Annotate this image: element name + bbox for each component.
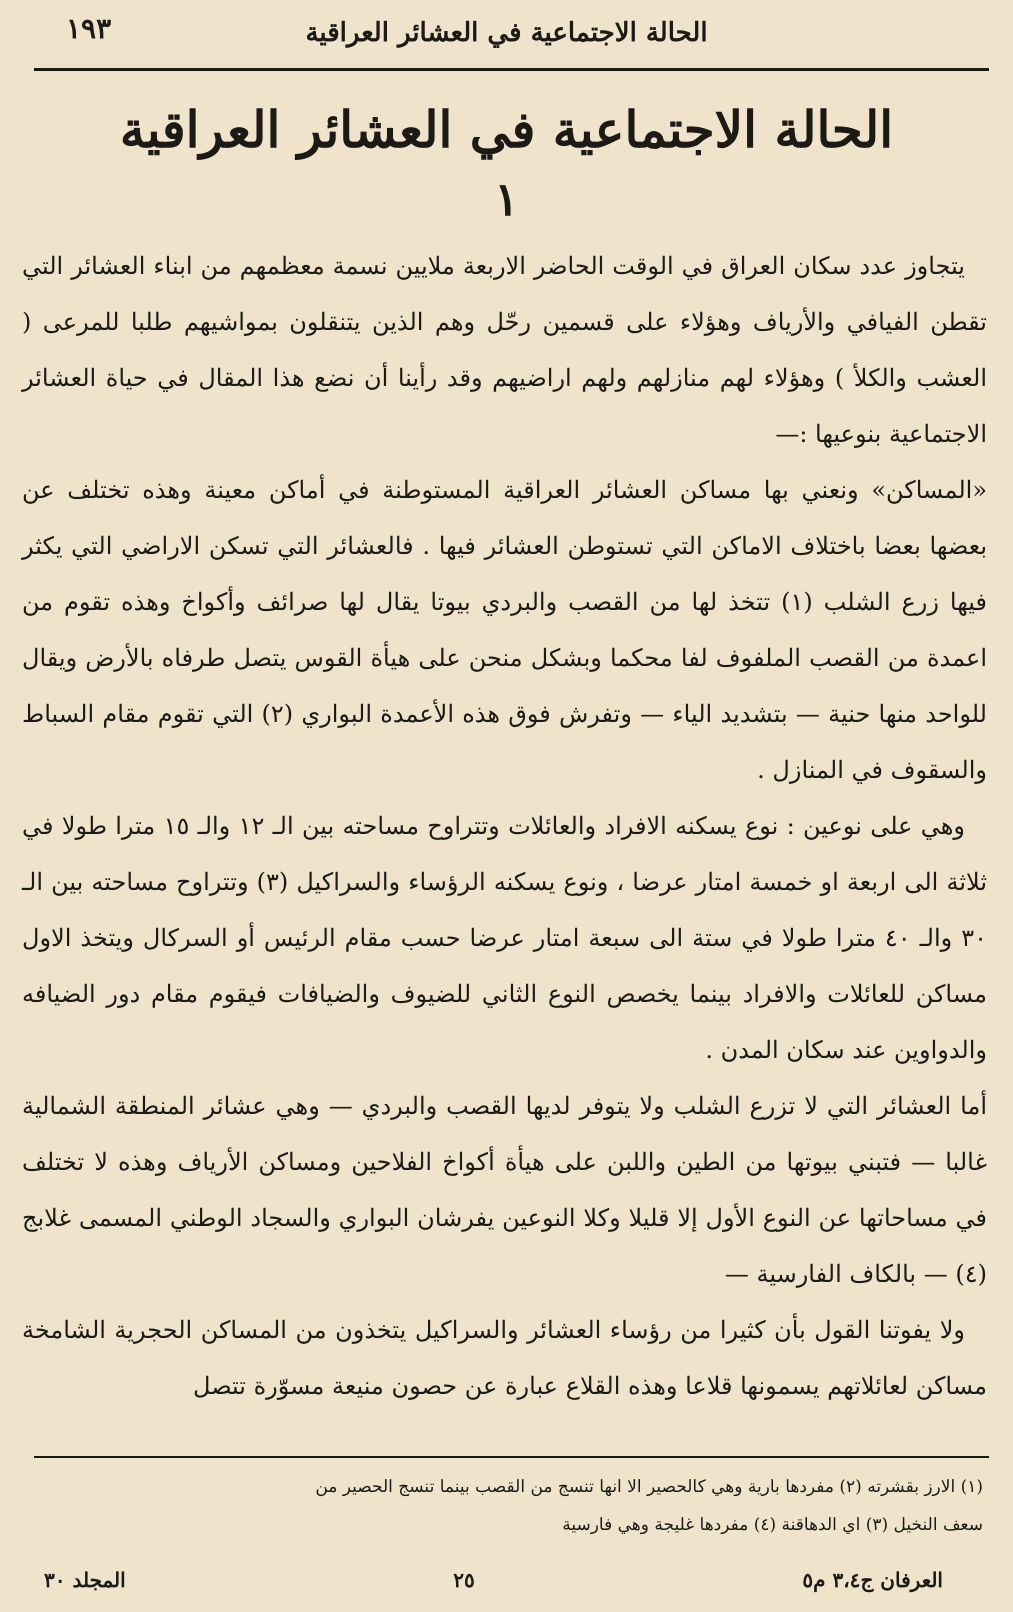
- footnote-line: سعف النخيل (٣) اي الدهاقنة (٤) مفردها غليجة وهي فارسية: [562, 1515, 983, 1535]
- running-title: الحالة الاجتماعية في العشائر العراقية: [305, 18, 708, 48]
- article-title: الحالة الاجتماعية في العشائر العراقية: [119, 100, 894, 159]
- paragraph-castles: ولا يفوتنا القول بأن كثيرا من رؤساء العشائر والسراكيل يتخذون من المساكن الحجرية الشامخة مساكن لعائلاتهم يسمونها قلاعا وهذه القلاع عبارة عن حصون منيعة مسوّرة تتصل: [22, 1316, 987, 1400]
- header-rule: [34, 68, 989, 71]
- footnote-line: (١) الارز بقشرته (٢) مفردها بارية وهي كالحصير الا انها تنسج من القصب بينما تنسج الحصير من: [315, 1477, 983, 1497]
- footnote-rule: [34, 1456, 989, 1458]
- article-number: ١: [494, 172, 519, 226]
- footer-page-number: ٢٥: [453, 1568, 475, 1592]
- journal-issue: العرفان ج٣،٤ م٥: [802, 1568, 943, 1592]
- paragraph-dwellings: «المساكن» ونعني بها مساكن العشائر العراقية المستوطنة في أماكن معينة وهذه تختلف عن بعضها بعضا باختلاف الاماكن التي تستوطن العشائر فيها . فالعشائر التي تسكن الاراضي التي يكثر فيها زرع الشلب (١) تتخذ لها من القصب والبردي بيوتا يقال لها صرائف وأكواخ وهذه تقوم من اعمدة من القصب الملفوف لفا محكما وبشكل منحن على هيأة القوس يتصل طرفاه بالأرض ويقال للواحد منها حنية — بتشديد الياء — وتفرش فوق هذه الأعمدة البواري (٢) التي تقوم مقام السباط والسقوف في المنازل .: [22, 476, 988, 784]
- volume-label: المجلد ٣٠: [44, 1568, 126, 1592]
- page-footer: [44, 1560, 943, 1600]
- running-header: [36, 8, 977, 58]
- paragraph-intro: يتجاوز عدد سكان العراق في الوقت الحاضر الاربعة ملايين نسمة معظمهم من ابناء العشائر التي تقطن الفيافي والأرياف وهؤلاء على قسمين رحّل وهم الذين يتنقلون بمواشيهم طلبا للمرعى ( العشب والكلأ ) وهؤلاء لهم منازلهم ولهم اراضيهم وقد رأينا أن نضع هذا المقال في حياة العشائر الاجتماعية بنوعيها :—: [22, 252, 987, 448]
- paragraph-types: وهي على نوعين : نوع يسكنه الافراد والعائلات وتتراوح مساحته بين الـ ١٢ والـ ١٥ مترا طولا في ثلاثة الى اربعة او خمسة امتار عرضا ، ونوع يسكنه الرؤساء والسراكيل (٣) وتتراوح مساحته بين الـ ٣٠ والـ ٤٠ مترا طولا في ستة الى سبعة امتار عرضا حسب مقام الرئيس أو السركال ويتخذ الاول مساكن للعائلات والافراد بينما يخصص النوع الثاني للضيوف والضيافات فيقوم مقام دور الضيافه والدواوين عند سكان المدن .: [22, 812, 987, 1064]
- page-number: ١٩٣: [66, 12, 112, 45]
- paragraph-northern-tribes: أما العشائر التي لا تزرع الشلب ولا يتوفر لديها القصب والبردي — وهي عشائر المنطقة الشمالية غالبا — فتبني بيوتها من الطين واللبن على هيأة أكواخ الفلاحين ومساكن الأرياف وهذه لا تختلف في مساحاتها عن النوع الأول إلا قليلا وكلا النوعين يفرشان البواري والسجاد الوطني المسمى غلابج (٤) — بالكاف الفارسية —: [22, 1092, 987, 1288]
- footnotes: [22, 1468, 983, 1544]
- article-body: [22, 238, 987, 1414]
